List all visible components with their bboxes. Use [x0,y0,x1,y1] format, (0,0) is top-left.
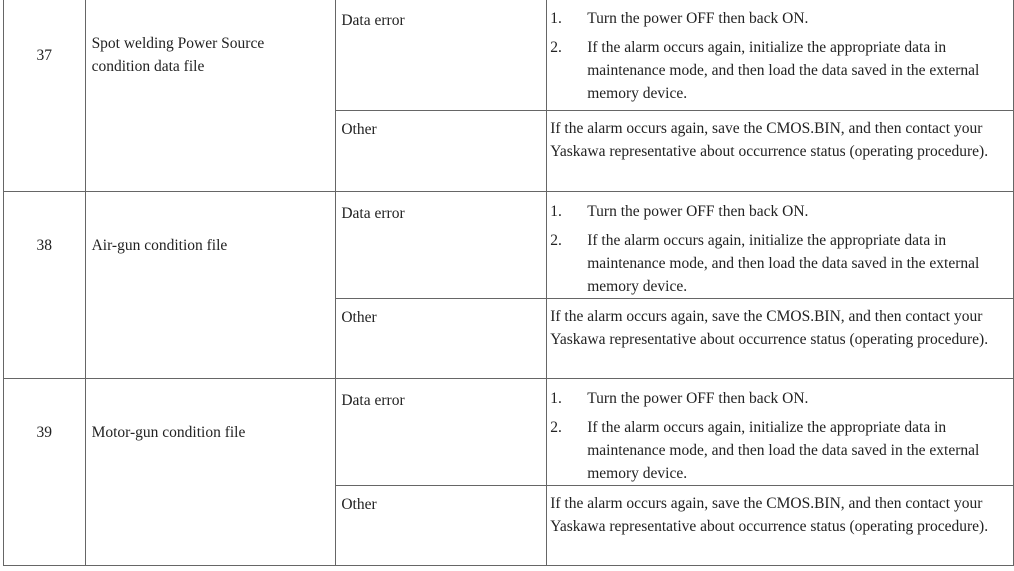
error-type: Other [341,121,377,138]
error-type-cell [336,192,547,299]
step-text: If the alarm occurs again, initialize the appropriate data in maintenance mode, and then load the data saved in the external memory device. [587,232,980,295]
step-number: 2. [550,39,562,56]
error-type-cell [336,111,547,192]
table-row [4,192,1014,299]
remedy-step [550,229,1013,298]
row-name-cell [85,379,336,566]
remedy-cell [547,0,1014,111]
step-number: 2. [550,232,562,249]
remedy-text: If the alarm occurs again, save the CMOS.BIN, and then contact your Yaskawa representative about occurrence status (operating procedure). [550,308,989,348]
remedy-cell [547,379,1014,486]
row-number: 38 [36,236,53,254]
remedy-cell [547,111,1014,192]
error-type-cell [336,0,547,111]
table-row [4,0,1014,111]
row-name-cell [85,0,336,192]
remedy-text: If the alarm occurs again, save the CMOS.BIN, and then contact your Yaskawa representative about occurrence status (operating procedure). [550,495,989,535]
error-type: Other [341,496,377,513]
error-type: Data error [341,205,405,222]
step-text: Turn the power OFF then back ON. [587,203,809,220]
remedy-step [550,7,1013,30]
remedy-cell [547,192,1014,299]
remedy-cell [547,299,1014,379]
row-name-cell [85,192,336,379]
error-type: Data error [341,12,405,29]
remedy-step [550,36,1013,105]
row-number-cell [4,192,86,379]
error-type-cell [336,486,547,566]
step-number: 1. [550,390,562,407]
remedy-text: If the alarm occurs again, save the CMOS.BIN, and then contact your Yaskawa representative about occurrence status (operating procedure). [550,120,989,160]
alarm-table [3,0,1014,566]
row-name: Spot welding Power Source condition data file [91,35,265,75]
error-type-cell [336,379,547,486]
step-number: 1. [550,203,562,220]
table-row [4,379,1014,486]
row-number-cell [4,379,86,566]
step-text: Turn the power OFF then back ON. [587,10,809,27]
error-type: Other [341,309,377,326]
remedy-step [550,416,1013,485]
step-number: 2. [550,419,562,436]
remedy-step [550,387,1013,410]
remedy-cell [547,486,1014,566]
step-text: Turn the power OFF then back ON. [587,390,809,407]
row-number-cell [4,0,86,192]
row-number: 37 [36,46,53,64]
error-type: Data error [341,392,405,409]
row-name: Motor-gun condition file [91,423,246,441]
row-name: Air-gun condition file [91,236,228,254]
step-text: If the alarm occurs again, initialize the appropriate data in maintenance mode, and then load the data saved in the external memory device. [587,39,980,102]
step-number: 1. [550,10,562,27]
remedy-step [550,200,1013,223]
row-number: 39 [36,423,53,441]
error-type-cell [336,299,547,379]
step-text: If the alarm occurs again, initialize the appropriate data in maintenance mode, and then load the data saved in the external memory device. [587,419,980,482]
